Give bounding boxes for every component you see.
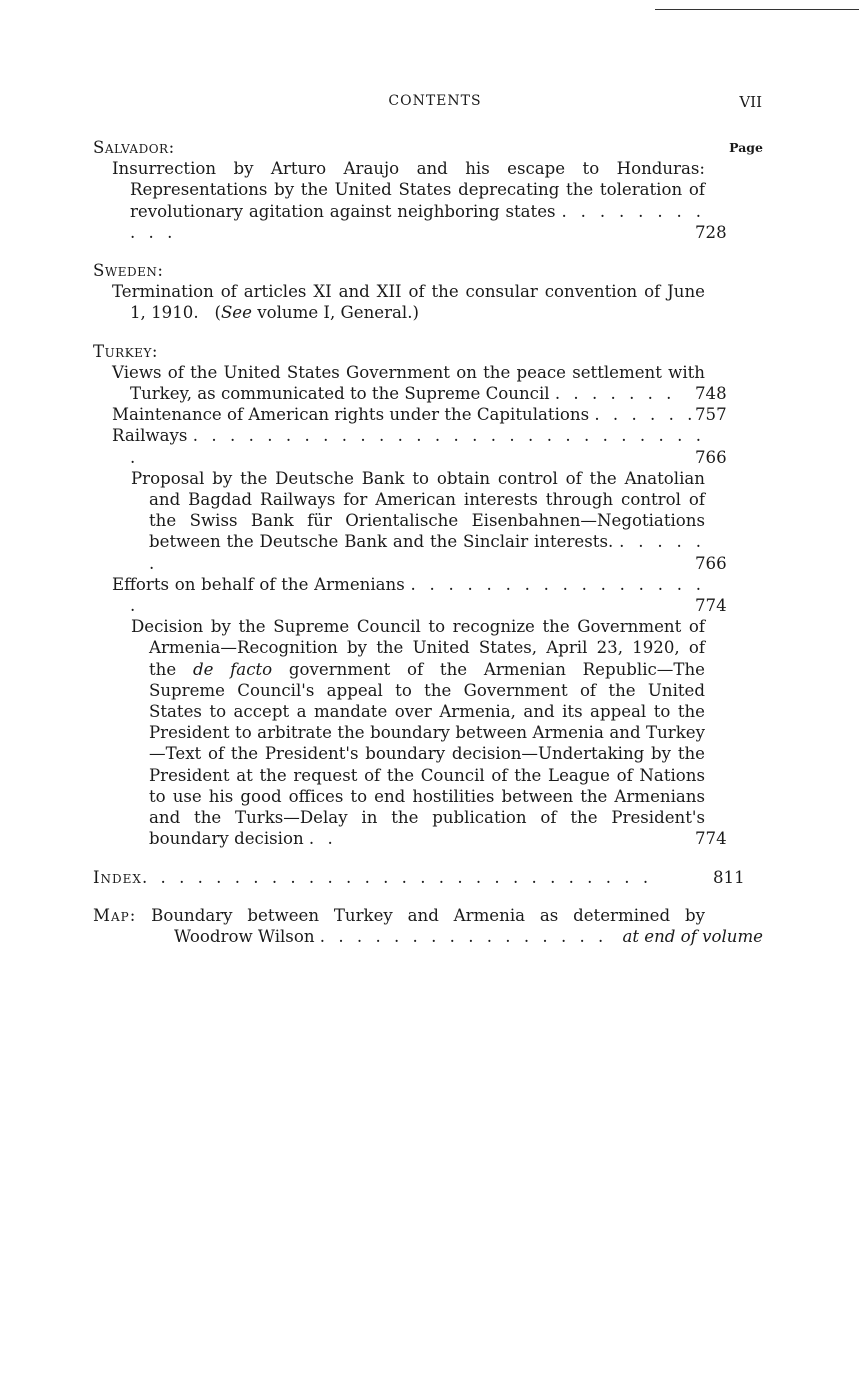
table-of-contents bbox=[93, 137, 763, 947]
section-heading: Turkey: bbox=[93, 341, 158, 361]
page-number: 811 bbox=[713, 867, 745, 887]
section-turkey bbox=[93, 341, 763, 850]
map-line: Map: Boundary between Turkey and Armenia as determined by bbox=[93, 905, 705, 925]
toc-entry: Views of the United States Government on the peace settlement with Turkey, as communicated to the Supreme Council . . . . . . . 748 bbox=[93, 362, 763, 404]
toc-subentry: Decision by the Supreme Council to recognize the Government of Armenia—Recognition by the United States, April 23, 1920, of the de facto government of the Armenian Republic—The Supreme Council's appeal to the Government of the United States to accept a mandate over Armenia, and its appeal to the President to arbitrate the boundary between Armenia and Turkey—Text of the President's boundary decision—Undertaking by the President at the request of the Council of the League of Nations to use his good offices to end hostilities between the Armenians and the Turks—Delay in the publication of the President's boundary decision . . 774 bbox=[93, 616, 763, 849]
page-column-label: Page bbox=[729, 140, 763, 155]
map-line: Woodrow Wilson . . . . . . . . . . . . . . . . at end of volume bbox=[174, 926, 763, 946]
toc-entry-map bbox=[93, 905, 763, 947]
page-folio: VII bbox=[739, 93, 762, 111]
toc-entry: Maintenance of American rights under the Capitulations . . . . . . 757 bbox=[93, 404, 763, 425]
toc-entry-index: Index. . . . . . . . . . . . . . . . . . . . . . . . . . . . 811 bbox=[93, 867, 763, 888]
running-head bbox=[0, 93, 859, 113]
page-number: 757 bbox=[695, 405, 727, 425]
page-number: 728 bbox=[695, 222, 727, 242]
section-heading: Salvador: Page bbox=[93, 138, 763, 157]
toc-entry: Insurrection by Arturo Araujo and his escape to Honduras: Representations by the United States deprecating the toleration of revolutionary agitation against neighboring states . . . . . . . . . . . 728 bbox=[93, 158, 763, 243]
section-sweden bbox=[93, 260, 763, 324]
section-salvador bbox=[93, 137, 763, 243]
page-number: 766 bbox=[695, 447, 727, 467]
top-rule bbox=[655, 9, 859, 10]
page-number: 774 bbox=[695, 596, 727, 616]
page-number: at end of volume bbox=[622, 926, 763, 946]
page-number: 766 bbox=[695, 553, 727, 573]
section-heading: Sweden: bbox=[93, 261, 164, 281]
toc-entry: Termination of articles XI and XII of the consular convention of June 1, 1910. (See volume I, General.) bbox=[112, 282, 705, 323]
page-number: 748 bbox=[695, 384, 727, 404]
toc-entry: Railways . . . . . . . . . . . . . . . . . . . . . . . . . . . . . 766 bbox=[93, 425, 763, 467]
toc-subentry: Proposal by the Deutsche Bank to obtain control of the Anatolian and Bagdad Railways for American interests through control of the Swiss Bank für Orientalische Eisenbahnen—Negotiations between the Deutsche Bank and the Sinclair interests. . . . . . . 766 bbox=[93, 468, 763, 574]
running-head-title: CONTENTS bbox=[388, 93, 482, 109]
section-index bbox=[93, 867, 763, 888]
page-number: 774 bbox=[695, 829, 727, 849]
toc-entry: Efforts on behalf of the Armenians . . . . . . . . . . . . . . . . . 774 bbox=[93, 574, 763, 616]
